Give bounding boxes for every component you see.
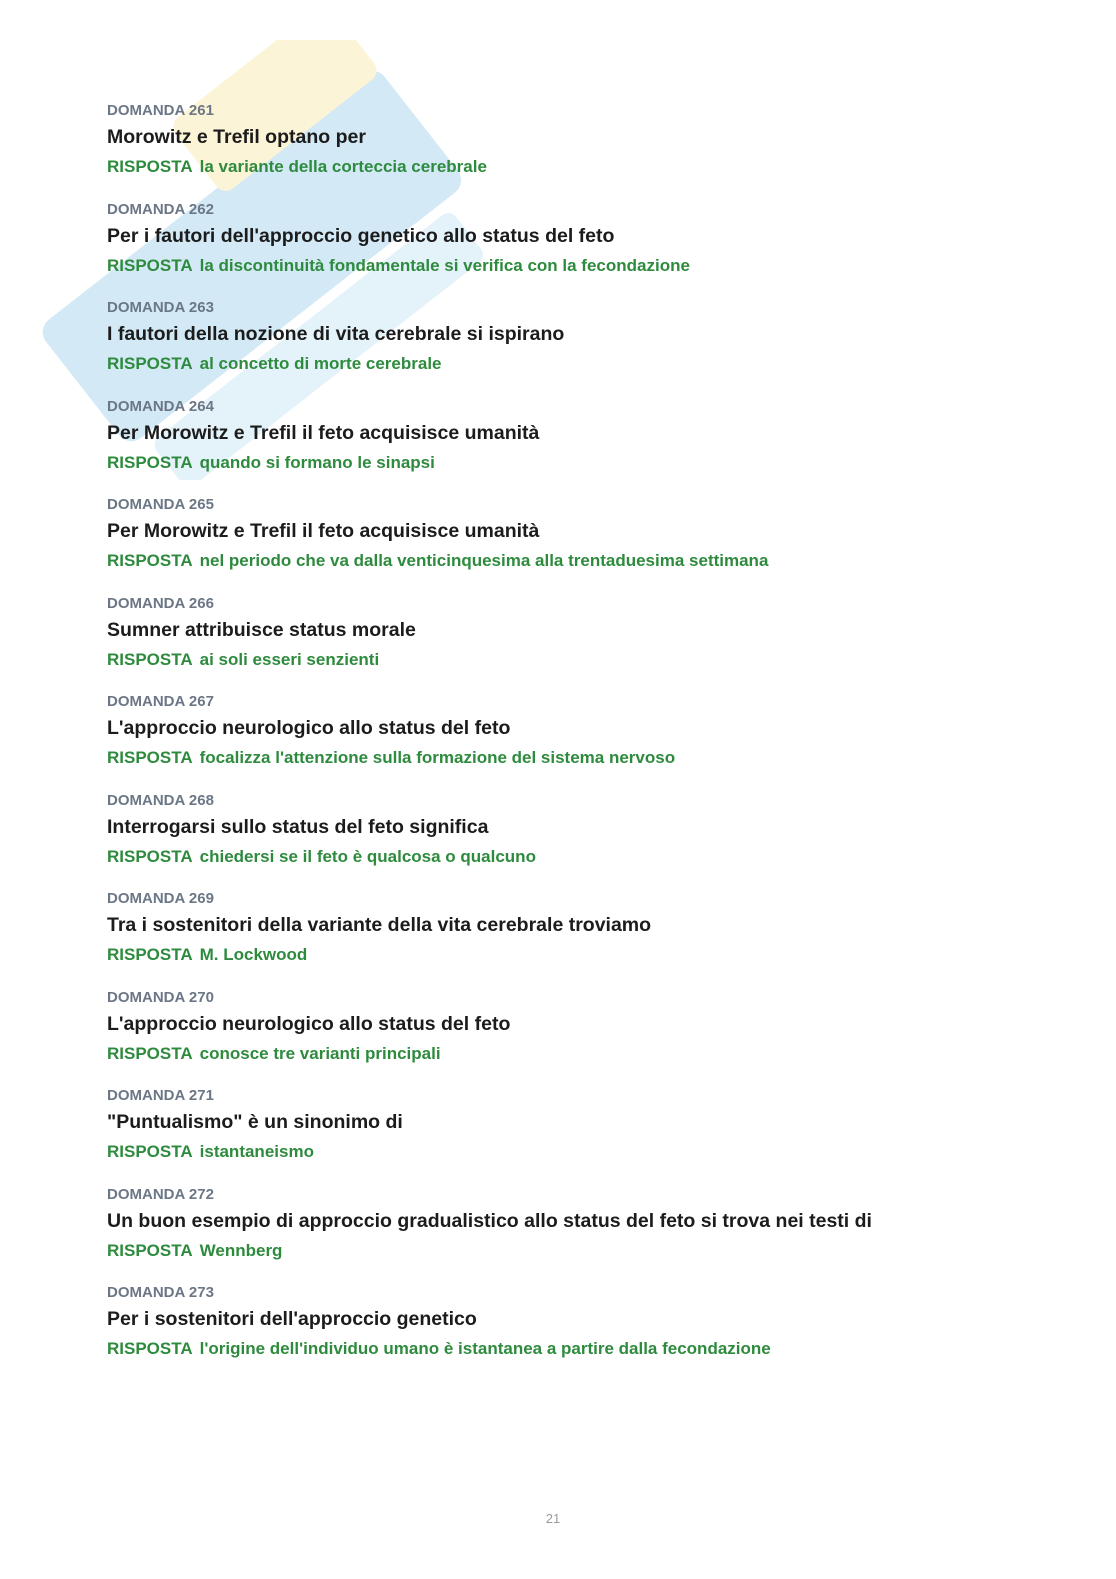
question-text: Per i fautori dell'approccio genetico allo status del feto [107,224,615,247]
qa-item [107,495,1007,594]
qa-list [107,101,1007,1382]
answer-line [107,943,1007,967]
question-number: DOMANDA 266 [107,594,214,612]
question-text: "Puntualismo" è un sinonimo di [107,1111,403,1133]
answer-text: focalizza l'attenzione sulla formazione del sistema nervoso [199,748,676,767]
answer-label: RISPOSTA [107,551,193,570]
question-text: Un buon esempio di approccio gradualistico allo status del feto si trova nei testi di [107,1209,872,1232]
answer-line [107,1337,1007,1361]
answer-line [107,845,1007,869]
answer-line [107,1042,1007,1066]
answer-line [107,352,1007,376]
answer-label: RISPOSTA [107,452,193,472]
answer-line [107,451,1007,475]
qa-item [107,889,1007,988]
answer-text: conosce tre varianti principali [199,1043,441,1063]
question-number: DOMANDA 264 [107,397,214,415]
question-text: Tra i sostenitori della variante della vita cerebrale troviamo [107,914,652,936]
page-number: 21 [545,1511,561,1526]
question-number: DOMANDA 263 [107,299,214,316]
qa-item [107,200,1007,299]
question-number: DOMANDA 265 [107,496,214,513]
question-text: I fautori della nozione di vita cerebrale si ispirano [107,323,565,345]
qa-item [107,1283,1007,1382]
answer-text: la variante della corteccia cerebrale [199,157,487,176]
answer-line [107,648,1007,672]
answer-text: al concetto di morte cerebrale [199,354,442,373]
answer-label: RISPOSTA [107,354,193,373]
question-text: Morowitz e Trefil optano per [107,126,366,148]
answer-label: RISPOSTA [107,1339,193,1358]
question-number: DOMANDA 272 [107,1185,214,1203]
question-text: L'approccio neurologico allo status del feto [107,1012,511,1035]
question-text: Per Morowitz e Trefil il feto acquisisce umanità [107,421,540,444]
answer-text: Wennberg [199,1240,283,1260]
question-text: Sumner attribuisce status morale [107,618,416,641]
answer-text: quando si formano le sinapsi [199,452,435,472]
qa-item [107,101,1007,200]
qa-item [107,988,1007,1087]
answer-label: RISPOSTA [107,255,193,275]
answer-line [107,746,1007,770]
question-number: DOMANDA 269 [107,890,214,907]
answer-label: RISPOSTA [107,1043,193,1063]
qa-item [107,791,1007,890]
answer-text: l'origine dell'individuo umano è istantanea a partire dalla fecondazione [199,1339,771,1358]
answer-line [107,254,1007,278]
answer-text: M. Lockwood [199,945,308,964]
answer-text: istantaneismo [199,1142,314,1161]
answer-line [107,155,1007,179]
qa-item [107,594,1007,693]
answer-text: ai soli esseri senzienti [199,649,380,669]
question-number: DOMANDA 267 [107,693,214,710]
answer-line [107,1239,1007,1263]
answer-line [107,1140,1007,1164]
question-number: DOMANDA 262 [107,200,214,218]
answer-label: RISPOSTA [107,1240,193,1260]
answer-label: RISPOSTA [107,157,193,176]
answer-label: RISPOSTA [107,748,193,767]
answer-label: RISPOSTA [107,945,193,964]
answer-line [107,549,1007,573]
question-number: DOMANDA 271 [107,1087,214,1104]
qa-item [107,692,1007,791]
answer-text: la discontinuità fondamentale si verifica con la fecondazione [199,255,690,275]
answer-label: RISPOSTA [107,649,193,669]
question-number: DOMANDA 268 [107,791,214,809]
answer-text: chiedersi se il feto è qualcosa o qualcuno [199,846,536,866]
question-text: Interrogarsi sullo status del feto significa [107,815,489,838]
question-number: DOMANDA 261 [107,102,214,119]
answer-label: RISPOSTA [107,1142,193,1161]
question-text: Per Morowitz e Trefil il feto acquisisce umanità [107,520,540,542]
answer-label: RISPOSTA [107,846,193,866]
question-number: DOMANDA 273 [107,1284,214,1301]
answer-text: nel periodo che va dalla venticinquesima alla trentaduesima settimana [199,551,769,570]
question-number: DOMANDA 270 [107,988,214,1006]
qa-item [107,298,1007,397]
question-text: Per i sostenitori dell'approccio genetico [107,1308,477,1330]
qa-item [107,1086,1007,1185]
qa-item [107,1185,1007,1284]
question-text: L'approccio neurologico allo status del feto [107,717,511,739]
qa-item [107,397,1007,496]
